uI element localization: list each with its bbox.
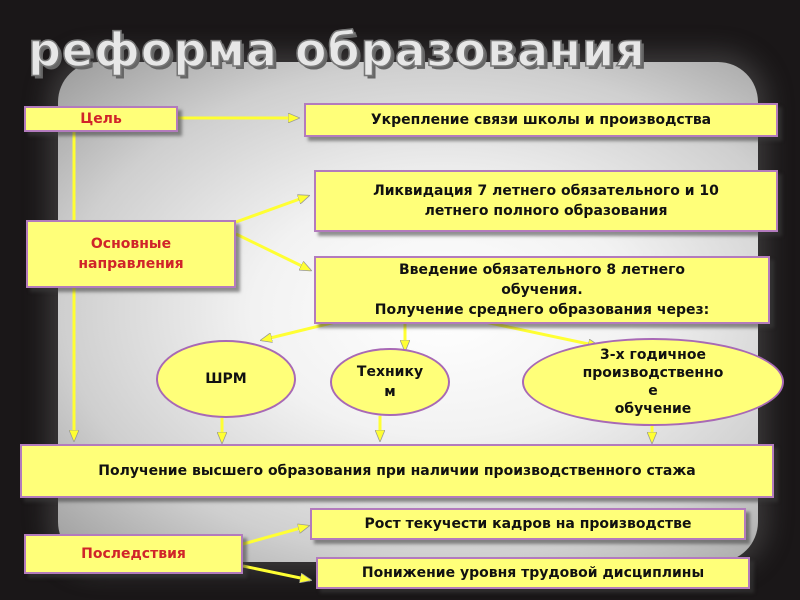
path-technikum-line1: Технику (356, 364, 424, 380)
path-production-line1: 3-х годичное (600, 347, 706, 363)
direction-item-2-line2: Получение среднего образования через: (374, 302, 710, 318)
path-technikum (330, 348, 450, 416)
direction-item-1 (314, 170, 778, 232)
path-technikum-line2: м (384, 384, 396, 400)
page-title: реформа образования (28, 23, 646, 77)
path-production (522, 338, 784, 426)
path-shrm: ШРМ (156, 340, 296, 418)
directions-label (26, 220, 236, 288)
consequences-label: Последствия (24, 534, 243, 574)
directions-label-text: Основные направления (78, 236, 184, 272)
consequence-item-1: Рост текучести кадров на производстве (310, 508, 746, 540)
goal-label: Цель (24, 106, 178, 132)
direction-item-1-text: Ликвидация 7 летнего обязательного и 10 летнего полного образования (373, 183, 719, 219)
path-production-line2: производственно (582, 365, 724, 381)
consequence-item-2: Понижение уровня трудовой дисциплины (316, 557, 750, 589)
direction-item-2 (314, 256, 770, 324)
path-production-line4: обучение (614, 401, 692, 417)
path-production-line3: е (648, 383, 658, 399)
direction-item-2-line1: Введение обязательного 8 летнего обучения. (398, 262, 686, 298)
goal-text: Укрепление связи школы и производства (304, 103, 778, 137)
higher-education: Получение высшего образования при наличии производственного стажа (20, 444, 774, 498)
